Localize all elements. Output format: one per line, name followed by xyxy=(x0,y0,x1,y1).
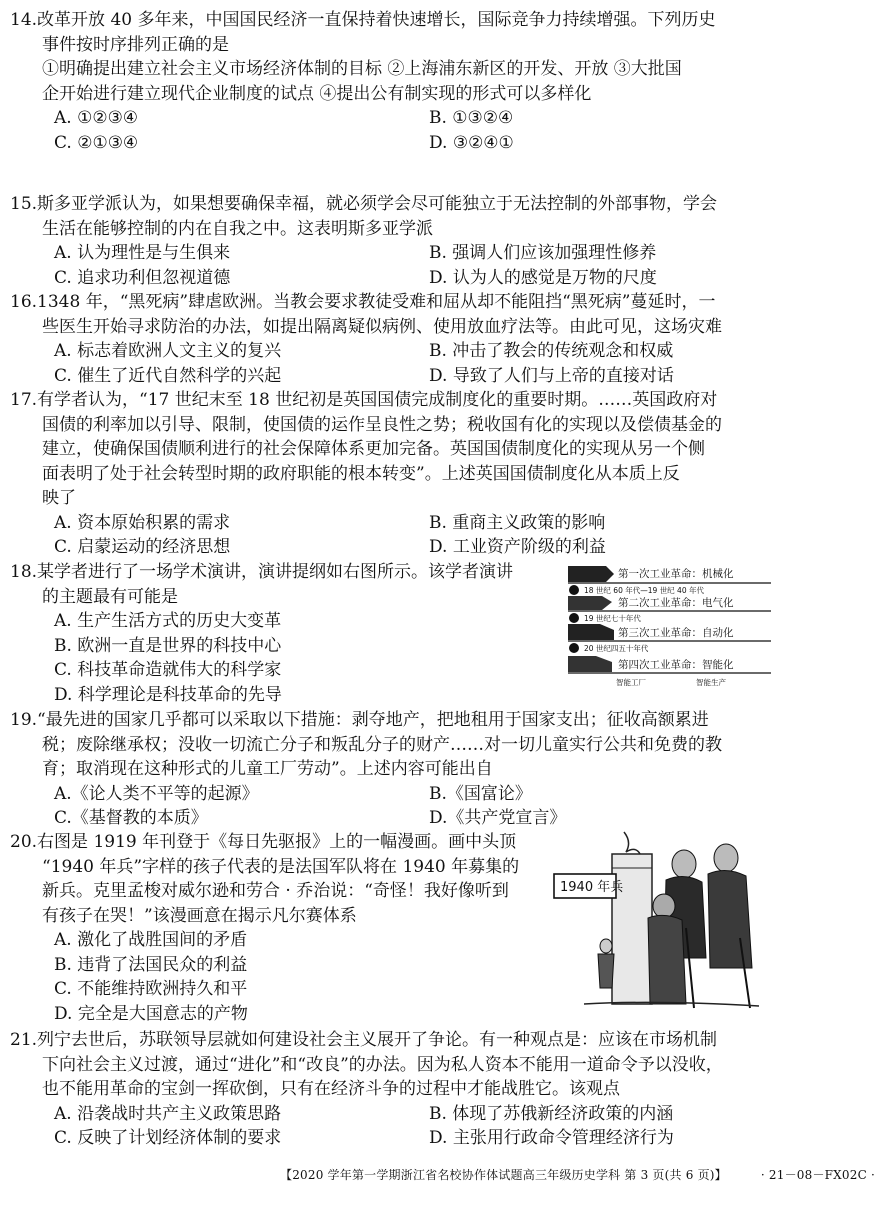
revolution-label: 第一次工业革命：机械化 xyxy=(618,568,734,580)
question-18 xyxy=(10,560,570,707)
question-stem-line: “1940 年兵”字样的孩子代表的是法国军队将在 1940 年募集的 xyxy=(42,856,520,877)
question-stem-line: 14.改革开放 40 多年来，中国国民经济一直保持着快速增长，国际竞争力持续增强。下列历史 xyxy=(10,10,716,30)
question-stem-line: 映了 xyxy=(42,488,76,508)
option-c[interactable]: C. 追求功利但忽视道德 xyxy=(54,267,231,288)
question-stem-line: 19.“最先进的国家几乎都可以采取以下措施：剥夺地产，把地租用于国家支出；征收高额累进 xyxy=(10,710,709,730)
revolution-label: 第四次工业革命：智能化 xyxy=(618,659,734,671)
option-a[interactable]: A. 激化了战胜国间的矛盾 xyxy=(54,930,248,950)
revolution-row-4 xyxy=(568,656,771,687)
question-stem-line: 16.1348 年，“黑死病”肆虐欧洲。当教会要求教徒受难和屈从却不能阻挡“黑死病”蔓延时，一 xyxy=(10,292,716,312)
option-row xyxy=(10,511,840,536)
option-c[interactable]: C. ②①③④ xyxy=(54,132,139,153)
option-c[interactable]: C. 科技革命造就伟大的科学家 xyxy=(54,660,282,680)
question-stem-line: 建立，使确保国债顺利进行的社会保障体系更加完备。英国国债制度化的实现从另一个侧 xyxy=(42,439,705,459)
option-row xyxy=(10,1126,840,1151)
revolution-row-3 xyxy=(568,624,771,653)
option-c[interactable]: C. 反映了计划经济体制的要求 xyxy=(54,1128,282,1148)
question-stem-line: 下向社会主义过渡，通过“进化”和“改良”的办法。因为私人资本不能用一道命令予以没收， xyxy=(42,1054,723,1075)
footer-code: · 21－08－FX02C · xyxy=(760,1168,875,1182)
figure-caption: 智能工厂 xyxy=(616,678,646,687)
question-stem-line: 育；取消现在这种形式的儿童工厂劳动”。上述内容可能出自 xyxy=(42,759,493,779)
option-row xyxy=(10,782,840,807)
option-d[interactable]: D. 导致了人们与上帝的直接对话 xyxy=(429,365,674,386)
question-19 xyxy=(10,708,840,831)
option-a[interactable]: A. 生产生活方式的历史大变革 xyxy=(54,611,282,631)
question-stem-line: 国债的利率加以引导、限制，使国债的运作呈良性之势；税收国有化的实现以及偿债基金的 xyxy=(42,414,722,435)
versailles-cartoon-figure xyxy=(554,828,764,1018)
option-a[interactable]: A. 标志着欧洲人文主义的复兴 xyxy=(54,341,282,361)
question-stem-line: 税；废除继承权；没收一切流亡分子和叛乱分子的财产……对一切儿童实行公共和免费的教 xyxy=(42,734,722,755)
question-20 xyxy=(10,830,570,1026)
option-a[interactable]: A. 沿袭战时共产主义政策思路 xyxy=(54,1103,282,1124)
option-b[interactable]: B. 违背了法国民众的利益 xyxy=(54,954,248,975)
option-row xyxy=(10,106,840,131)
option-row xyxy=(10,339,840,364)
option-c[interactable]: C. 不能维持欧洲持久和平 xyxy=(54,979,248,999)
option-row xyxy=(10,806,840,831)
option-c[interactable]: C. 催生了近代自然科学的兴起 xyxy=(54,365,282,386)
option-c[interactable]: C.《基督教的本质》 xyxy=(54,808,208,828)
option-b[interactable]: B. 欧洲一直是世界的科技中心 xyxy=(54,635,282,656)
question-stem-line: 17.有学者认为，“17 世纪末至 18 世纪初是英国国债完成制度化的重要时期。……英国政府对 xyxy=(10,390,718,410)
option-d[interactable]: D.《共产党宣言》 xyxy=(429,808,567,828)
option-a[interactable]: A. 资本原始积累的需求 xyxy=(54,512,231,533)
option-b[interactable]: B. 重商主义政策的影响 xyxy=(429,512,606,533)
option-b[interactable]: B. ①③②④ xyxy=(429,108,514,128)
question-16 xyxy=(10,290,840,388)
option-c[interactable]: C. 启蒙运动的经济思想 xyxy=(54,537,231,557)
page-footer xyxy=(280,1166,875,1183)
option-d[interactable]: D. 工业资产阶级的利益 xyxy=(429,537,606,557)
option-row xyxy=(10,364,840,389)
option-row xyxy=(10,1102,840,1127)
footer-text: 【2020 学年第一学期浙江省名校协作体试题高三年级历史学科 第 3 页(共 6 页)】 xyxy=(280,1168,727,1182)
question-stem-line: 有孩子在哭！”该漫画意在揭示凡尔赛体系 xyxy=(42,905,357,926)
option-row xyxy=(10,266,840,291)
question-stem-line: 些医生开始寻求防治的办法，如提出隔离疑似病例、使用放血疗法等。由此可见，这场灾难 xyxy=(42,316,722,337)
industrial-revolution-outline-figure xyxy=(566,562,776,690)
option-b[interactable]: B.《国富论》 xyxy=(429,783,532,804)
revolution-row-2 xyxy=(568,596,771,623)
revolution-label: 第三次工业革命：自动化 xyxy=(618,627,734,639)
period-label: 20 世纪四五十年代 xyxy=(584,644,649,653)
question-15 xyxy=(10,192,840,290)
question-stem-line: 21.列宁去世后，苏联领导层就如何建设社会主义展开了争论。有一种观点是：应该在市场机制 xyxy=(10,1030,718,1050)
option-b[interactable]: B. 强调人们应该加强理性修养 xyxy=(429,243,657,263)
question-stem-line: 的主题最有可能是 xyxy=(42,586,178,607)
option-d[interactable]: D. 科学理论是科技革命的先导 xyxy=(54,684,282,705)
question-stem-line: 企开始进行建立现代企业制度的试点 ④提出公有制实现的形式可以多样化 xyxy=(42,83,592,104)
period-label: 19 世纪七十年代 xyxy=(584,614,641,623)
question-stem-line: 新兵。克里孟梭对威尔逊和劳合 · 乔治说：“奇怪！我好像听到 xyxy=(42,881,509,901)
question-stem-line: 生活在能够控制的内在自我之中。这表明斯多亚学派 xyxy=(42,218,433,239)
question-14 xyxy=(10,8,840,155)
question-stem-line: ①明确提出建立社会主义市场经济体制的目标 ②上海浦东新区的开发、开放 ③大批国 xyxy=(42,59,682,79)
option-a[interactable]: A. ①②③④ xyxy=(54,108,139,128)
question-stem-line: 事件按时序排列正确的是 xyxy=(42,34,229,55)
option-row xyxy=(10,535,840,560)
question-stem-line: 15.斯多亚学派认为，如果想要确保幸福，就必须学会尽可能独立于无法控制的外部事物，学会 xyxy=(10,194,718,214)
revolution-label: 第二次工业革命：电气化 xyxy=(618,597,734,609)
question-17 xyxy=(10,388,840,560)
option-a[interactable]: A.《论人类不平等的起源》 xyxy=(54,783,259,804)
question-21 xyxy=(10,1028,840,1151)
option-d[interactable]: D. ③②④① xyxy=(429,132,514,153)
question-stem-line: 18.某学者进行了一场学术演讲，演讲提纲如右图所示。该学者演讲 xyxy=(10,562,514,582)
option-a[interactable]: A. 认为理性是与生俱来 xyxy=(54,243,231,263)
cartoon-label: 1940 年兵 xyxy=(560,880,624,895)
option-d[interactable]: D. 主张用行政命令管理经济行为 xyxy=(429,1128,674,1148)
option-d[interactable]: D. 完全是大国意志的产物 xyxy=(54,1003,248,1024)
revolution-row-1 xyxy=(568,566,771,595)
option-d[interactable]: D. 认为人的感觉是万物的尺度 xyxy=(429,267,657,288)
question-stem-line: 20.右图是 1919 年刊登于《每日先驱报》上的一幅漫画。画中头顶 xyxy=(10,832,517,852)
figure-caption: 智能生产 xyxy=(696,678,726,687)
option-b[interactable]: B. 体现了苏俄新经济政策的内涵 xyxy=(429,1103,674,1124)
option-b[interactable]: B. 冲击了教会的传统观念和权威 xyxy=(429,341,674,361)
option-row xyxy=(10,241,840,266)
question-stem-line: 也不能用革命的宝剑一挥砍倒，只有在经济斗争的过程中才能战胜它。该观点 xyxy=(42,1079,620,1099)
option-row xyxy=(10,131,840,156)
period-label: 18 世纪 60 年代—19 世纪 40 年代 xyxy=(584,586,704,595)
question-stem-line: 面表明了处于社会转型时期的政府职能的根本转变”。上述英国国债制度化从本质上反 xyxy=(42,463,680,484)
